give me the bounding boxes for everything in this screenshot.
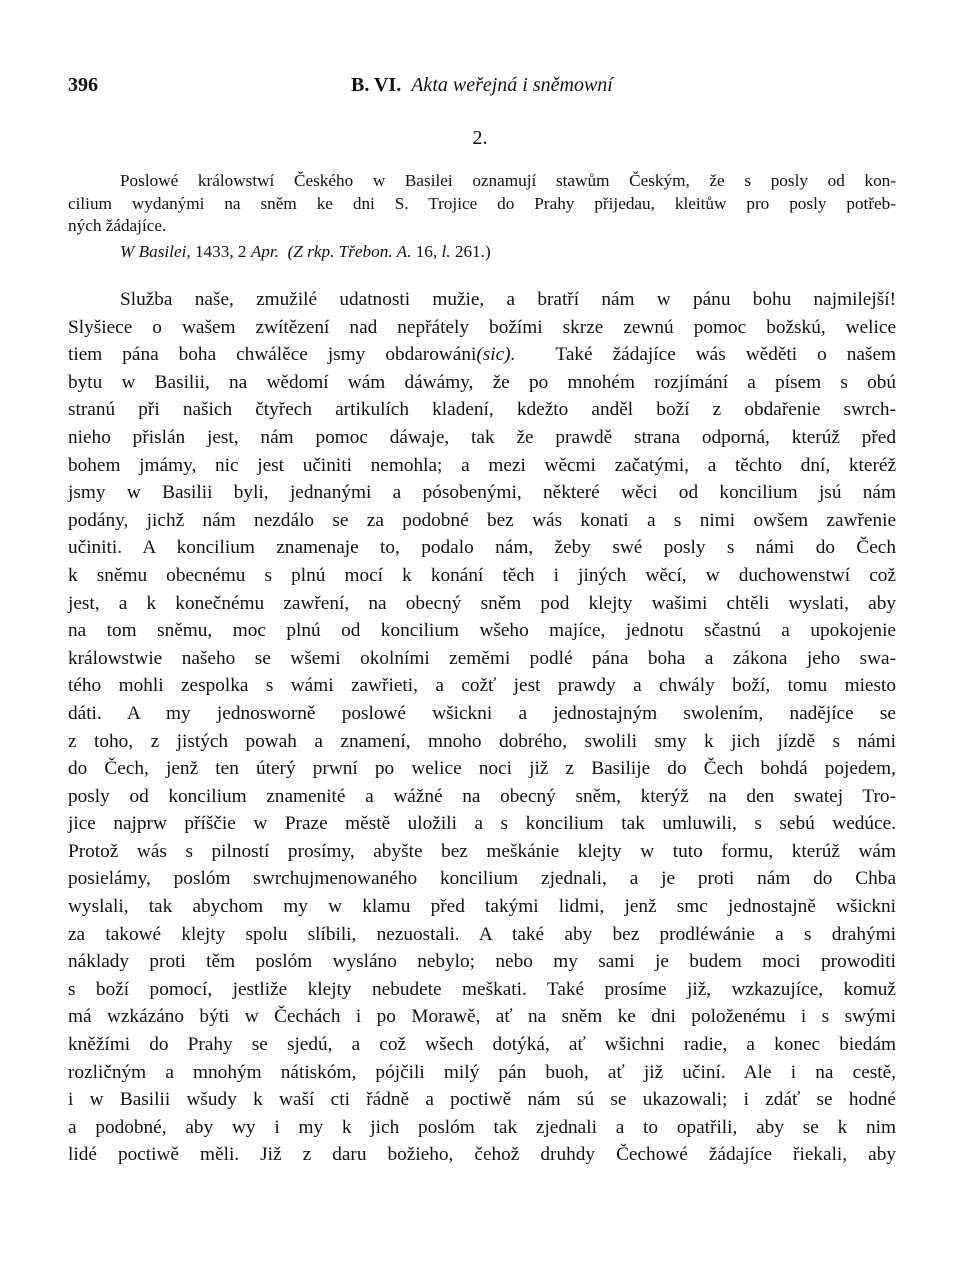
body-line: posly od koncilium znamenité a wážné na obecný sněm, kterýž na den swatej Tro- bbox=[68, 785, 896, 807]
source-place: W Basilei, bbox=[120, 242, 191, 261]
body-line: jice najprw příščie w Praze městě uložili a s koncilium tak umluwili, s sebú wedúce. bbox=[68, 813, 896, 835]
body-line: rozličným a mnohým nátiskóm, pójčili milý pán buoh, ať již učiní. Ale i na cestě, bbox=[68, 1061, 896, 1083]
body-line: do Čech, jenž ten úterý prwní po welice noci již z Basilije do Čech bohdá pojedem, bbox=[68, 758, 896, 780]
section-label: B. VI. bbox=[351, 74, 402, 96]
body-line: nieho přislán jest, nám pomoc dáwaje, tak že prawdě strana odporná, kterúž před bbox=[68, 426, 896, 448]
source-citation bbox=[120, 242, 491, 262]
letter-body bbox=[68, 286, 896, 1169]
source-month: Apr. bbox=[250, 242, 279, 261]
body-line: králowstwie našeho se wšemi okolními zeměmi podlé pána boha a zákona jeho swa- bbox=[68, 647, 896, 669]
body-line: jest, a k konečnému zawření, na obecný sněm pod klejty wašimi chtěli wyslati, aby bbox=[68, 592, 896, 614]
source-date: 1433, 2 bbox=[194, 242, 247, 261]
body-line: Protož wás s pilností prosímy, abyšte bez meškánie klejty w tuto formu, kterúž wám bbox=[68, 840, 896, 862]
body-line: Slyšiece o wašem zwítězení nad nepřátely božími skrze zewnú pomoc božskú, welice bbox=[68, 316, 896, 338]
body-line: kněžími do Prahy se sjedú, a což wšech dotýká, ať wšichni radie, a konec biedám bbox=[68, 1034, 896, 1056]
body-line: bytu w Basilii, na wědomí wám dáwámy, že po mnohém rozjímání a písem s obú bbox=[68, 371, 896, 393]
document-number: 2. bbox=[472, 127, 488, 149]
source-leaf-number: 261.) bbox=[454, 242, 491, 261]
body-line-part: tiem pána boha chwálěce jsmy obdarowáni bbox=[68, 344, 477, 366]
source-leaf: l. bbox=[441, 242, 451, 261]
summary-line: cilium wydanými na sněm ke dni S. Trojice do Prahy přijedau, kleitůw pro posly potřeb- bbox=[68, 193, 896, 213]
document-summary bbox=[68, 170, 896, 238]
section-title: Akta weřejná i sněmowní bbox=[411, 74, 613, 96]
body-line-part: Také žádajíce wás wěděti o našem bbox=[555, 344, 896, 366]
body-line: s boží pomocí, jestliže klejty nebudete meškati. Také prosíme již, wzkazujíce, komuž bbox=[68, 978, 896, 1000]
body-line: má wzkázáno býti w Čechách i po Morawě, ať na sněm ke dni položenému i s swými bbox=[68, 1006, 896, 1028]
sic-note: (sic). bbox=[476, 344, 516, 366]
source-folio: 16, bbox=[415, 242, 438, 261]
body-line: wyslali, tak abychom my w klamu před takými lidmi, jenž smc jednostajně wšickni bbox=[68, 896, 896, 918]
page-number: 396 bbox=[68, 74, 98, 96]
body-line: k sněmu obecnému s plnú mocí k konání těch i jiných wěcí, w duchowenstwí což bbox=[68, 564, 896, 586]
body-line: dáti. A my jednosworně poslowé wšickni a jednostajným swolením, nadějíce se bbox=[68, 702, 896, 724]
body-line: i w Basilii wšudy k waší cti řádně a poctiwě nám sú se ukazowali; i zdáť se hodné bbox=[68, 1089, 896, 1111]
body-line: z toho, z jistých powah a znamení, mnoho dobrého, swolili smy k jich jízdě s námi bbox=[68, 730, 896, 752]
summary-line: Poslowé králowstwí Českého w Basilei oznamují stawům Českým, že s posly od kon- bbox=[120, 171, 896, 190]
source-reference: (Z rkp. Třebon. A. bbox=[287, 242, 412, 261]
body-line: tého mohli zespolka s wámi zawřieti, a cožť jest prawdy a chwály boží, tomu miesto bbox=[68, 675, 896, 697]
body-line: stranú při našich čtyřech artikulích kladení, kdežto anděl boží z obdařenie swrch- bbox=[68, 399, 896, 421]
body-line-with-sic bbox=[68, 341, 896, 369]
body-line: učiniti. A koncilium znamenaje to, podalo nám, žeby swé posly s námi do Čech bbox=[68, 537, 896, 559]
body-line: Služba naše, zmužilé udatnosti mužie, a bratří nám w pánu bohu najmilejší! bbox=[120, 289, 896, 310]
body-line: za takowé klejty spolu slíbili, nezuostali. A také aby bez prodléwánie a s drahými bbox=[68, 923, 896, 945]
body-line: jsmy w Basilii byli, jednanými a pósobenými, některé wěci od koncilium jsú nám bbox=[68, 482, 896, 504]
summary-line: ných žádajíce. bbox=[68, 216, 167, 235]
body-line: podány, jichž nám nezdálo se za podobné bez wás konati a s nimi owšem zawřenie bbox=[68, 509, 896, 531]
running-title bbox=[351, 74, 613, 97]
body-line: bohem jmámy, nic jest učiniti nemohla; a mezi wěcmi začatými, a těchto dní, kteréž bbox=[68, 454, 896, 476]
running-header bbox=[68, 74, 896, 104]
body-line: posielámy, poslóm swrchujmenowaného koncilium zjednali, a je proti nám do Chba bbox=[68, 868, 896, 890]
body-line: náklady proti těm poslóm wysláno nebylo; nebo my sami je budem moci prowoditi bbox=[68, 951, 896, 973]
body-line: a podobné, aby wy i my k jich poslóm tak zjednali a to opatřili, aby se k nim bbox=[68, 1116, 896, 1138]
body-line: lidé poctiwě měli. Již z daru božieho, čehož druhdy Čechowé žádajíce řiekali, aby bbox=[68, 1144, 896, 1166]
body-line: na tom sněmu, moc plnú od koncilium wšeho majíce, jednotu sčastnú a upokojenie bbox=[68, 620, 896, 642]
